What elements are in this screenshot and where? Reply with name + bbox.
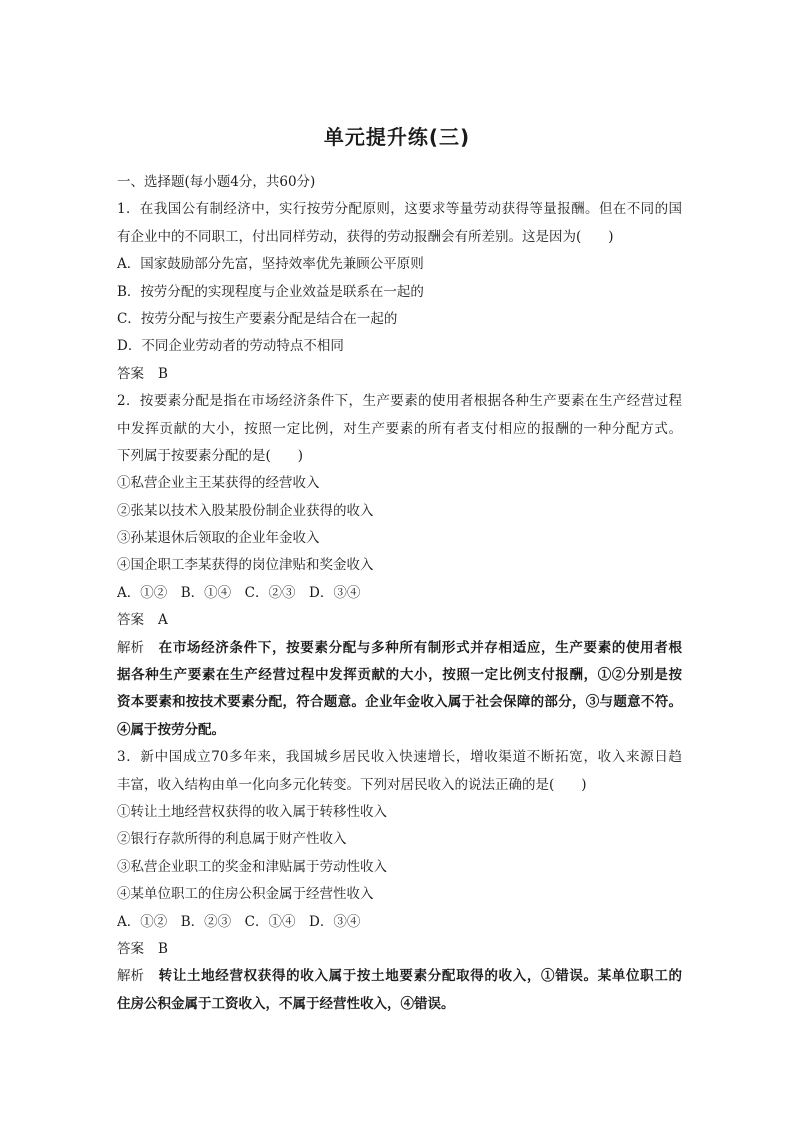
question-text-line: 丰富，收入结构由单一化向多元化转变。下列对居民收入的说法正确的是( ) bbox=[117, 776, 587, 793]
explanation-line bbox=[117, 963, 682, 990]
statement-item: ②银行存款所得的利息属于财产性收入 bbox=[117, 831, 347, 848]
choice-options: A．①② B．②③ C．①④ D．③④ bbox=[117, 913, 361, 930]
explanation-label: 解析 bbox=[117, 968, 144, 985]
explanation-line: 据各种生产要素在生产经营过程中发挥贡献的大小，按照一定比例支付报酬，①②分别是按 bbox=[117, 667, 682, 684]
answer-value: B bbox=[158, 365, 168, 382]
option-a: A．国家鼓励部分先富，坚持效率优先兼顾公平原则 bbox=[117, 256, 424, 273]
question-text-line: 3．新中国成立70多年来，我国城乡居民收入快速增长，增收渠道不断拓宽，收入来源日趋 bbox=[117, 749, 682, 766]
answer-line bbox=[117, 936, 682, 963]
question-2 bbox=[117, 388, 682, 744]
answer-label: 答案 bbox=[117, 940, 144, 957]
answer-label: 答案 bbox=[117, 365, 144, 382]
explanation-line: 资本要素和按技术要素分配，符合题意。企业年金收入属于社会保障的部分，③与题意不符。 bbox=[117, 694, 682, 711]
question-text-line: 1．在我国公有制经济中，实行按劳分配原则，这要求等量劳动获得等量报酬。但在不同的国 bbox=[117, 201, 682, 218]
statement-item: ①私营企业主王某获得的经营收入 bbox=[117, 475, 320, 492]
explanation-line: ④属于按劳分配。 bbox=[117, 721, 225, 738]
question-3 bbox=[117, 744, 682, 1018]
explanation-label: 解析 bbox=[117, 639, 144, 656]
option-d: D．不同企业劳动者的劳动特点不相同 bbox=[117, 338, 344, 355]
explanation-line: 住房公积金属于工资收入，不属于经营性收入，④错误。 bbox=[117, 995, 455, 1012]
question-text-line: 下列属于按要素分配的是( ) bbox=[117, 447, 304, 464]
question-text-line: 有企业中的不同职工，付出同样劳动，获得的劳动报酬会有所差别。这是因为( ) bbox=[117, 228, 614, 245]
answer-value: A bbox=[158, 612, 168, 629]
statement-item: ④国企职工李某获得的岗位津贴和奖金收入 bbox=[117, 557, 374, 574]
answer-value: B bbox=[158, 940, 168, 957]
question-text-line: 中发挥贡献的大小，按照一定比例，对生产要素的所有者支付相应的报酬的一种分配方式。 bbox=[117, 420, 682, 437]
document-body bbox=[117, 169, 682, 1018]
section-heading: 一、选择题(每小题4分，共60分) bbox=[117, 174, 316, 190]
statement-item: ③私营企业职工的奖金和津贴属于劳动性收入 bbox=[117, 858, 387, 875]
answer-label: 答案 bbox=[117, 612, 144, 629]
explanation bbox=[117, 963, 682, 1018]
explanation bbox=[117, 635, 682, 745]
question-1 bbox=[117, 196, 682, 388]
explanation-line bbox=[117, 635, 682, 662]
answer-line bbox=[117, 361, 682, 388]
option-b: B．按劳分配的实现程度与企业效益是联系在一起的 bbox=[117, 283, 424, 300]
statement-item: ③孙某退休后领取的企业年金收入 bbox=[117, 530, 320, 547]
explanation-text: 在市场经济条件下，按要素分配与多种所有制形式并存相适应，生产要素的使用者根 bbox=[158, 639, 682, 656]
page-title: 单元提升练(三) bbox=[323, 125, 471, 149]
option-c: C．按劳分配与按生产要素分配是结合在一起的 bbox=[117, 310, 398, 327]
answer-line bbox=[117, 607, 682, 634]
statement-item: ②张某以技术入股某股份制企业获得的收入 bbox=[117, 502, 374, 519]
choice-options: A．①② B．①④ C．②③ D．③④ bbox=[117, 584, 361, 601]
statement-item: ①转让土地经营权获得的收入属于转移性收入 bbox=[117, 803, 387, 820]
explanation-text: 转让土地经营权获得的收入属于按土地要素分配取得的收入，①错误。某单位职工的 bbox=[158, 968, 682, 985]
statement-item: ④某单位职工的住房公积金属于经营性收入 bbox=[117, 886, 374, 903]
question-text-line: 2．按要素分配是指在市场经济条件下，生产要素的使用者根据各种生产要素在生产经营过程 bbox=[117, 393, 682, 410]
